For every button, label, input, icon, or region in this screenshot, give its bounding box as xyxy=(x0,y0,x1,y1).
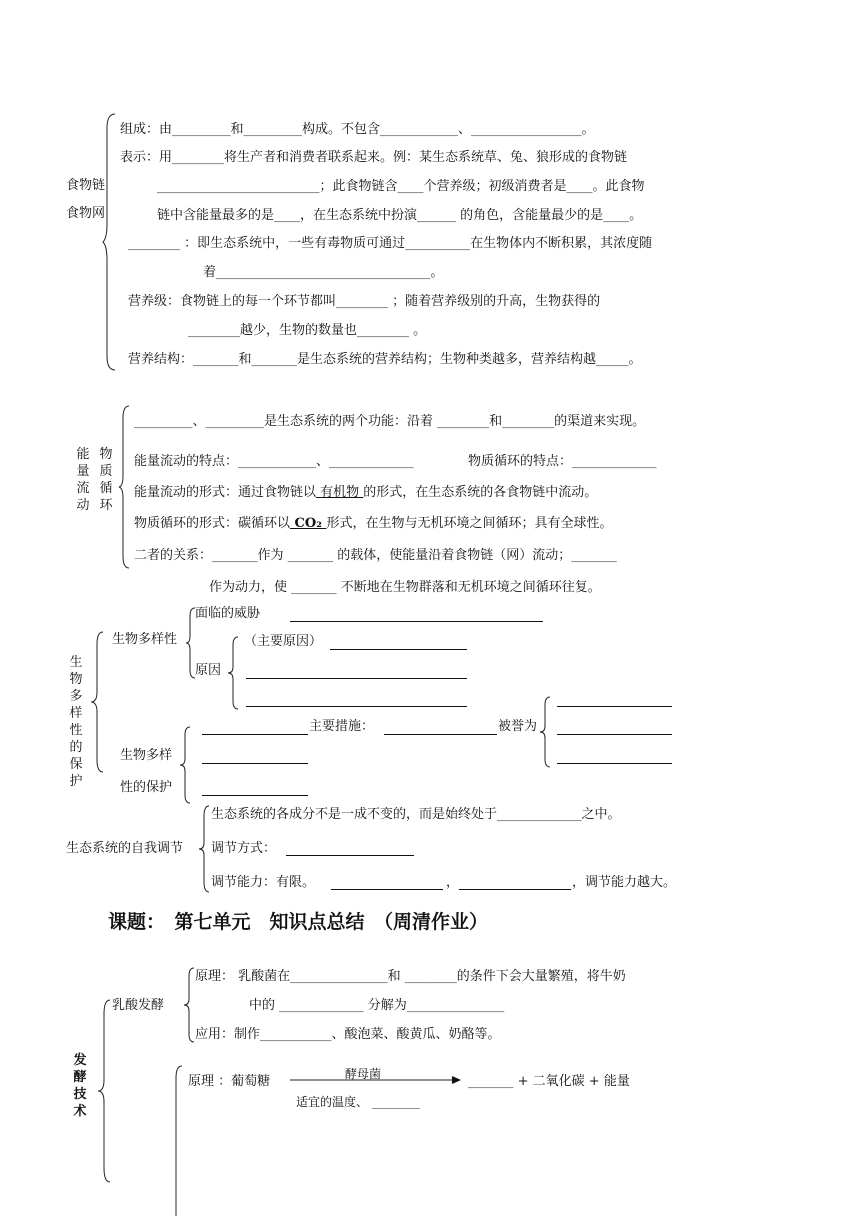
protection-brace xyxy=(180,727,192,803)
representation-line: 表示：用________将生产者和消费者联系起来。例：某生态系统草、兔、狼形成的食物链 xyxy=(120,150,628,165)
protection-blank-1 xyxy=(202,734,308,735)
main-measure-blank xyxy=(384,734,497,735)
energy-form-suffix: 的形式，在生态系统的各食物链中流动。 xyxy=(363,485,598,500)
section3-brace xyxy=(91,632,105,772)
reaction-condition: 适宜的温度、 ________ xyxy=(296,1095,420,1109)
cause-blank-3 xyxy=(246,706,467,707)
trophic-level-line-2: ________越少，生物的数量也________ 。 xyxy=(188,323,427,338)
energy-most-line: 链中含能量最多的是____，在生态系统中扮演______ 的角色，含能量最少的是____。 xyxy=(157,208,643,223)
main-cause-blank xyxy=(330,649,467,650)
called-brace xyxy=(540,697,552,767)
trophic-level-line: 营养级：食物链上的每一个环节都叫________ ；随着营养级别的升高，生物获得的 xyxy=(128,294,601,309)
energy-form-prefix: 能量流动的形式：通过食物链以 xyxy=(134,485,317,500)
yeast-principle-label: 原理 ：葡萄糖 xyxy=(188,1074,271,1089)
regulation-method-blank xyxy=(286,855,414,856)
functions-line: _________、_________是生态系统的两个功能：沿着 ________和________的渠道来实现。 xyxy=(134,414,646,429)
lactic-application-line: 应用：制作___________、酸泡菜、酸黄瓜、奶酪等。 xyxy=(195,1027,501,1042)
self-regulation-brace xyxy=(199,806,211,892)
energy-form-line xyxy=(134,485,597,501)
section2-brace xyxy=(119,406,131,568)
food-web-label: 食物网 xyxy=(66,206,106,221)
cause-blank-2 xyxy=(246,678,467,679)
self-regulation-label: 生态系统的自我调节 xyxy=(66,841,184,856)
called-blank-2 xyxy=(557,734,672,735)
protection-blank-2 xyxy=(202,763,308,764)
matter-form-prefix: 物质循环的形式：碳循环以 xyxy=(134,516,291,531)
capacity-blank-2 xyxy=(459,889,571,890)
called-blank-1 xyxy=(557,706,672,707)
protection-label-a: 生物多样 xyxy=(120,748,173,763)
threat-blank xyxy=(290,621,543,622)
bioaccumulation-line-2: 着_________________________________。 xyxy=(203,265,444,280)
reaction-arrow xyxy=(290,1076,462,1086)
biodiversity-heading: 生物多样性 xyxy=(112,632,178,647)
protection-blank-3 xyxy=(202,795,308,796)
capacity-blank-1 xyxy=(331,889,443,890)
threat-label: 面临的威胁 xyxy=(195,606,261,621)
relationship-line-2: 作为动力，使 _______ 不断地在生物群落和无机环境之间循环往复。 xyxy=(209,580,601,595)
matter-form-line xyxy=(134,516,612,532)
matter-feature: 物质循环的特点：_____________ xyxy=(468,454,657,469)
matter-cycle-label: 物质循环 xyxy=(99,447,113,513)
protection-label-b: 性的保护 xyxy=(120,780,173,795)
energy-feature: 能量流动的特点：____________、_____________ xyxy=(134,454,414,469)
reaction-products: _______ + 二氧化碳 + 能量 xyxy=(468,1074,630,1089)
lactic-principle-line-2: 中的 _____________ 分解为_______________ xyxy=(249,998,505,1013)
relationship-line: 二者的关系：_______作为 _______ 的载体，使能量沿着食物链（网）流动；_______ xyxy=(134,548,617,563)
regulation-capacity-label: 调节能力：有限。 xyxy=(211,875,316,890)
main-cause-label: （主要原因） xyxy=(244,634,323,649)
dynamic-balance-line: 生态系统的各成分不是一成不变的，而是始终处于_____________之中。 xyxy=(211,807,621,822)
yeast-label: 酵母菌 xyxy=(345,1067,382,1081)
page-heading: 课题： 第七单元 知识点总结 （周清作业） xyxy=(108,911,489,933)
cause-label: 原因 xyxy=(195,663,222,678)
food-chain-label: 食物链 xyxy=(66,178,106,193)
capacity-suffix: ，调节能力越大。 xyxy=(572,875,677,890)
energy-flow-label: 能量流动 xyxy=(76,447,90,513)
called-label: 被誉为 xyxy=(498,719,538,734)
trophic-structure-line: 营养结构：_______和_______是生态系统的营养结构；生物种类越多，营养结构越_____。 xyxy=(128,352,642,367)
cause-brace xyxy=(228,637,240,709)
main-measure-label: 主要措施： xyxy=(309,719,375,734)
called-blank-3 xyxy=(557,763,672,764)
organic-matter-answer: 有机物 xyxy=(316,485,364,500)
regulation-method-label: 调节方式： xyxy=(211,841,277,856)
bioaccumulation-line: ________ ：即生态系统中，一些有毒物质可通过__________在生物体内不断积累，其浓度随 xyxy=(128,236,653,251)
composition-line: 组成：由_________和_________构成。不包含____________、_________________。 xyxy=(120,122,595,137)
biodiversity-protection-label: 生物多样性的保护 xyxy=(69,655,83,789)
capacity-comma: ， xyxy=(446,875,460,890)
matter-form-suffix: 形式，在生物与无机环境之间循环；具有全球性。 xyxy=(326,516,613,531)
alcohol-brace xyxy=(170,1066,184,1216)
fermentation-label: 发酵技术 xyxy=(73,1053,87,1119)
food-chain-example-line: _________________________；此食物链含____个营养级；初级消费者是____。此食物 xyxy=(157,179,645,194)
co2-answer: CO₂ xyxy=(290,516,327,531)
section1-brace xyxy=(103,114,117,370)
fermentation-brace xyxy=(98,1000,112,1182)
lactic-principle-line: 原理： 乳酸菌在_______________和 ________的条件下会大量繁殖，将牛奶 xyxy=(195,969,626,984)
lactic-fermentation-label: 乳酸发酵 xyxy=(112,998,165,1013)
